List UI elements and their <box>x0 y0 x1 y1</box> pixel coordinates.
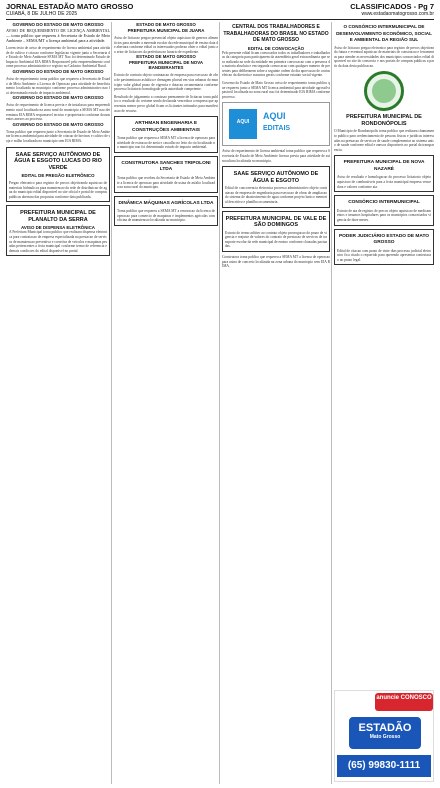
notice <box>114 22 218 33</box>
editais-banner <box>222 102 330 146</box>
company-notice <box>114 156 218 193</box>
company-notice <box>114 116 218 153</box>
saae-title: SAAE SERVIÇO AUTÔNOMO DE ÁGUA E ESGOTO <box>233 171 319 184</box>
saae-subtitle: EDITAL DE PREGÃO ELETRÔNICO <box>21 173 95 178</box>
notice-text: Governo do Estado de Mato Grosso aviso de requerimento torna publico que requereu junto a SEMA MT licenca ambiental para atividade agrossilvipastoril localizada na zona rural nao foi determinado EIA RIMA conforme processo. <box>222 81 330 99</box>
notice-body: AVISO DE REQUERIMENTO DE LICENÇA AMBIENTAL — torna público que requereu à Secretaria de Estado de Meio Ambiente – SEMA/MT a licença ambiental para a atividade. <box>6 28 110 43</box>
consortium-text: Aviso de licitacao pregao eletronico para registro de precos objetivando futura e eventual aquisicao de materiais de construcao e ferramentas para atender as necessidades dos municipios consorciados edital disponivel no site do consorcio e nos portais de compras publicas a partir da data desta publicacao. <box>334 45 434 68</box>
court-notice <box>334 229 434 266</box>
column-rule <box>331 22 332 784</box>
column-3 <box>222 22 330 784</box>
notice-title: ESTADO DE MATO GROSSO <box>136 54 196 60</box>
column-1 <box>6 22 110 784</box>
notice-text: Aviso de licitacao pregao presencial objeto aquisicao de generos alimenticios para atender a merenda escolar da rede municipal de ensino data de abertura conforme edital os interessados poderao obter o edital junto ao setor de licitacoes da prefeitura no horario de expediente. <box>114 36 218 54</box>
company-title: CONSTRUTORA SANCHES TRIPOLONI LTDA <box>121 160 211 173</box>
ad-logo-text: ESTADÃO <box>358 722 412 734</box>
company-title: DINÂMICA MÁQUINAS AGRÍCOLAS LTDA <box>118 200 214 206</box>
notice-title: GOVERNO DO ESTADO DE MATO GROSSO <box>12 22 104 27</box>
prefeitura-title: PREFEITURA MUNICIPAL DE PLANALTO DA SERRA <box>20 210 96 223</box>
municipal-seal <box>364 71 404 111</box>
banner-line-2: EDITAIS <box>263 125 291 133</box>
company-text: Torna publico que requereu a SEMA MT a renovacao da licenca de operacao para comercio de maquinas e implementos agricolas com oficina de manutencao localizada no municipio. <box>117 209 215 223</box>
saae-notice <box>222 166 330 207</box>
prefeitura-text: O Municipio de Rondonopolis torna publico que realizara chamamento publico para credenciamento de pessoas fisicas e juridicas interessadas na prestacao de servicos de saude complementar ao sistema unico de saude conforme edital e anexos disponiveis no portal da transparencia. <box>334 129 434 152</box>
notice-title: GOVERNO DO ESTADO DE MATO GROSSO <box>12 121 104 127</box>
prefeitura-title: PREFEITURA MUNICIPAL DE NOVA NAZARÉ <box>343 160 425 172</box>
site-link[interactable]: www.estadaomatogrosso.com.br <box>361 11 434 17</box>
consortium-title: CONSÓRCIO INTERMUNICIPAL <box>348 200 420 206</box>
notice-subtitle: PREFEITURA MUNICIPAL DE NOVA BANDEIRANTES <box>129 60 203 71</box>
company-title: ARTHMAN ENGENHARIA E CONSTRUÇÕES AMBIENTAIS <box>132 121 200 133</box>
saae-notice <box>6 147 110 203</box>
prefeitura-notice <box>222 211 330 252</box>
prefeitura-title: PREFEITURA MUNICIPAL DE VALE DE SÃO DOMINGOS <box>225 215 327 229</box>
central-title: CENTRAL DOS TRABALHADORES E TRABALHADORAS DO BRASIL NO ESTADO DE MATO GROSSO <box>223 24 329 43</box>
saae-text: Edital de concorrencia eletronica processo administrativo objeto contratacao de empresa de engenharia para execucao de obras de ampliacao do sistema de abastecimento de agua conforme projeto basico memorial descritivo e planilha orcamentaria. <box>225 186 327 204</box>
column-4 <box>334 22 434 688</box>
prefeitura-notice <box>334 155 434 192</box>
seal-center <box>372 79 396 103</box>
banner-tag: AQUI <box>229 109 257 139</box>
column-rule <box>219 22 220 784</box>
notice-text: Aviso de requerimento de licenca ambiental torna publico que requereu a Secretaria de Estado de Meio Ambiente licenca previa para atividade de suinocultura localizada no municipio. <box>222 149 330 163</box>
ad-logo <box>349 717 421 749</box>
notice-text: Resultado de julgamento a comissao permanente de licitacao torna publico o resultado do certame sendo declarada vencedora a empresa que apresentou menor preco global ficam os licitantes intimados para manifestacao de recurso. <box>114 94 218 113</box>
notice-title: ESTADO DE MATO GROSSO <box>136 22 196 27</box>
notice-title: GOVERNO DO ESTADO DE MATO GROSSO <box>12 68 104 74</box>
notice-title: GOVERNO DO ESTADO DE MATO GROSSO <box>12 95 104 101</box>
notice <box>6 122 110 127</box>
notice <box>6 95 110 100</box>
section-page: CLASSIFICADOS - Pg 7 <box>350 2 434 11</box>
consortium-title: O CONSÓRCIO INTERMUNICIPAL DE DESENVOLVIMENTO ECONÔMICO, SOCIAL E AMBIENTAL DA REGIÃO SUL <box>336 24 432 42</box>
notice-text: Lorem texto de aviso de requerimento de licenca ambiental para atividade de cultivo e criacao conforme legislacao vigente junto a Secretaria de Estado de Meio Ambiente SEMA MT Nao foi determinado Estudo de Impacto Ambiental EIA RIMA Responsavel pelo empreendimento conforme processo administrativo e registro no Cadastro Ambiental Rural. <box>6 46 110 69</box>
court-title: PODER JUDICIÁRIO ESTADO DE MATO GROSSO <box>338 233 430 245</box>
consortium-text: Extrato de ata de registro de precos objeto aquisicao de medicamentos e insumos hospitalares para os municipios consorciados vigencia de doze meses. <box>337 208 431 222</box>
ad-headline: anuncie CONOSCO <box>375 693 433 711</box>
banner-line-1: AQUI <box>263 111 286 122</box>
dateline: CUIABÁ, 8 DE JULHO DE 2025 <box>6 11 78 17</box>
prefeitura-title: PREFEITURA MUNICIPAL DE RONDONÓPOLIS <box>346 114 422 127</box>
column-2 <box>114 22 218 784</box>
saae-title: SAAE SERVIÇO AUTÔNOMO DE ÁGUA E ESGOTO LUCAS DO RIO VERDE <box>14 151 102 171</box>
page-header <box>6 2 434 20</box>
notice <box>6 22 110 43</box>
prefeitura-text: Aviso de resultado e homologacao do processo licitatorio objeto aquisicao de combustiveis para a frota municipal empresa vencedora e valores conforme ata. <box>337 175 431 189</box>
consortium-notice <box>334 195 434 225</box>
masthead: JORNAL ESTADÃO MATO GROSSO <box>6 2 134 11</box>
advertisement[interactable] <box>334 690 434 782</box>
company-notice <box>114 196 218 226</box>
company-text: Torna publico que requereu a SEMA MT a licenca de operacao para atividade de extracao de areia e cascalho no leito do rio localizado no municipio nao foi determinado estudo de impacto ambiental. <box>117 136 215 150</box>
notice <box>114 54 218 70</box>
ad-logo-subtext: Mato Grosso <box>369 734 401 740</box>
notice <box>6 69 110 74</box>
notice-text: Extrato de contrato objeto contratacao de empresa para execucao de obra de pavimentacao asfaltica e drenagem pluvial em vias urbanas do municipio valor global prazo de vigencia e dotacao orcamentaria conforme processo licitatorio homologado pela autoridade competente. <box>114 73 218 92</box>
notice-text: Construtora torna publico que requereu a SEMA MT a licenca de operacao para usina de concreto localizada na zona urbana do municipio sem EIA RIMA. <box>222 254 330 269</box>
central-text: Pelo presente edital ficam convocados todos os trabalhadores e trabalhadoras da categoria para participarem da assembleia geral extraordinaria que sera realizada na sede da entidade em primeira convocacao com a presenca da maioria absoluta e em segunda convocacao com qualquer numero de presentes para deliberarem sobre a seguinte ordem do dia aprovacao de contas eleicao da diretoria e assuntos gerais conforme estatuto social vigente. <box>222 50 330 78</box>
notice-text: Torna publico que requereu junto a Secretaria de Estado de Meio Ambiente licenca ambiental para atividade de criacao de bovinos e cultivo de soja e milho localizada no municipio sem EIA RIMA. <box>6 129 110 143</box>
prefeitura-text: Extrato do termo aditivo ao contrato objeto prorrogacao do prazo de vigencia e reajuste de valores do contrato de prestacao de servicos de transporte escolar da rede municipal de ensino conforme clausulas pactuadas. <box>225 230 327 249</box>
prefeitura-subtitle: AVISO DE DISPENSA ELETRÔNICA <box>21 225 95 231</box>
company-text: Torna publico que recebeu da Secretaria de Estado de Meio Ambiente a licenca de operacao para atividade de usina de asfalto localizada na zona rural do municipio. <box>117 175 215 190</box>
notice-text: Aviso de requerimento de licenca previa e de instalacao para empreendimento rural localizado na zona rural do municipio a SEMA MT nao determinou EIA RIMA responsavel tecnico e proprietario conforme documentos anexos ao processo. <box>6 103 110 122</box>
central-subtitle: EDITAL DE CONVOCAÇÃO <box>247 45 305 51</box>
column-rule <box>111 22 112 784</box>
saae-text: Pregao eletronico para registro de precos objetivando aquisicao de materiais hidraulicos para manutencao da rede de distribuicao de agua do municipio edital disponivel no site oficial e portal de compras publicas abertura das propostas conforme data publicada. <box>9 181 107 199</box>
court-text: Edital de citacao com prazo de vinte dias processo judicial eletronico fica citado o requerido para querendo apresentar contestacao no prazo legal. <box>337 248 431 262</box>
notice-text: Aviso de requerimento torna publico que requereu a Secretaria de Estado de Meio Ambiente a Licenca de Operacao para atividade de beneficiamento localizada no municipio conforme processo administrativo nao foi determinado estudo de impacto ambiental. <box>6 76 110 95</box>
prefeitura-notice <box>6 205 110 256</box>
prefeitura-text: A Prefeitura Municipal torna publico que realizara dispensa eletronica para contratacao de empresa especializada na prestacao de servicos de manutencao preventiva e corretiva de veiculos e maquinas pesadas pertencentes a frota municipal conforme termo de referencia e demais condicoes do edital disponivel no portal. <box>9 230 107 253</box>
ad-phone[interactable]: (65) 99830-1111 <box>337 755 431 777</box>
notice-subtitle: PREFEITURA MUNICIPAL DE JUARA <box>127 28 205 33</box>
